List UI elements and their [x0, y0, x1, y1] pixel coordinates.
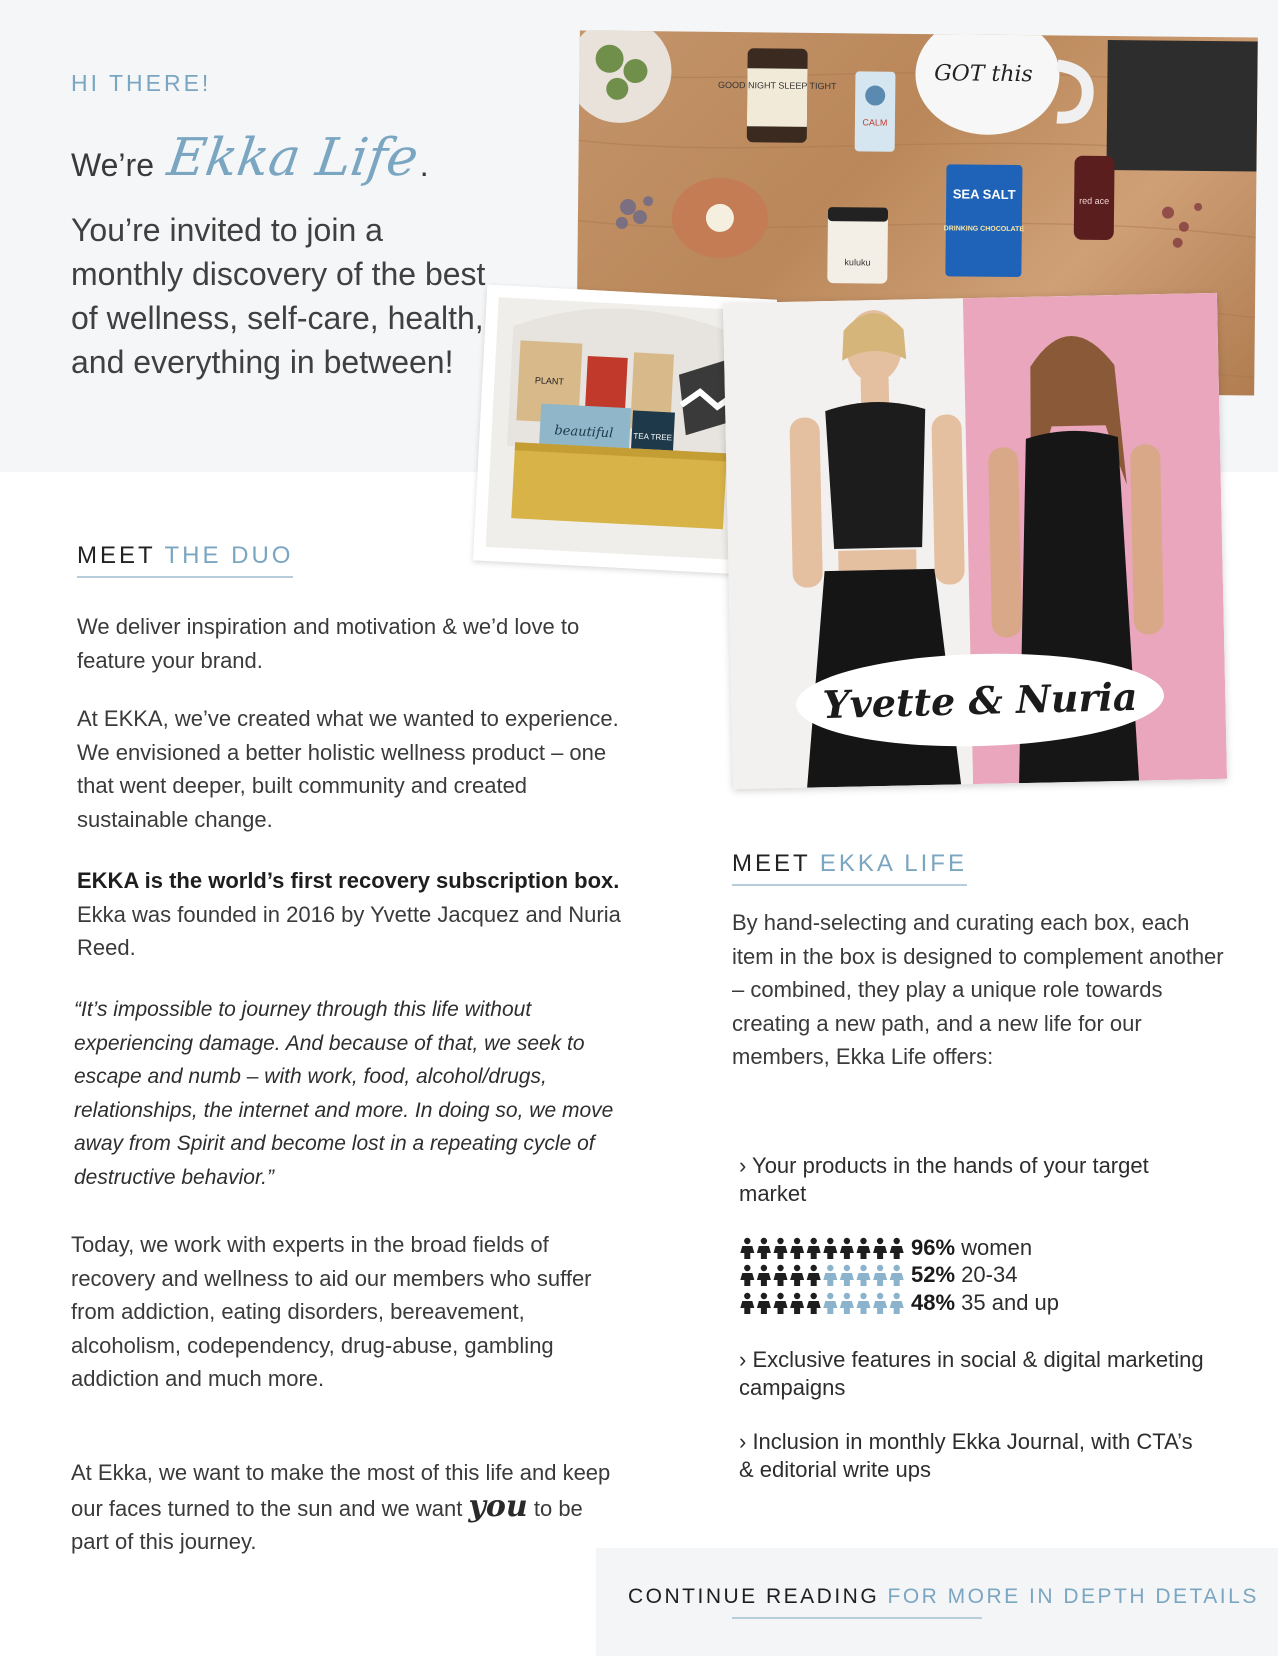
person-icon	[857, 1238, 871, 1259]
person-icon	[890, 1265, 904, 1286]
stat-percent: 52%	[911, 1262, 956, 1288]
stat-label: women	[955, 1234, 1033, 1260]
person-icon	[790, 1265, 804, 1286]
brand-line	[71, 128, 429, 188]
people-icon-row	[739, 1264, 905, 1286]
person-icon	[757, 1293, 771, 1314]
were-text: We’re	[71, 147, 154, 183]
tea-tree-label: TEA TREE	[633, 431, 673, 443]
person-icon	[840, 1238, 854, 1259]
beautiful-label: beautiful	[554, 423, 614, 442]
person-icon	[873, 1293, 887, 1314]
person-icon	[740, 1265, 754, 1286]
stat-label: 35 and up	[955, 1289, 1060, 1315]
duo-paragraph-3-rest: Ekka was founded in 2016 by Yvette Jacquez and Nuria Reed.	[77, 901, 621, 960]
stat-label: 20-34	[955, 1262, 1018, 1288]
duo-paragraph-3-bold: EKKA is the world’s first recovery subscription box.	[77, 868, 620, 893]
continue-plain: CONTINUE READING	[628, 1585, 888, 1608]
kuluku-label: kuluku	[844, 257, 871, 268]
calm-label: CALM	[862, 117, 888, 128]
ekka-intro-paragraph: By hand-selecting and curating each box, each item in the box is designed to complement another – combined, they play a unique role towards creating a new path, and a new life for our members, Ekka Life offers:	[732, 910, 1224, 1069]
brand-period: .	[419, 147, 429, 183]
brand-script-logo: Ekka Life	[163, 128, 422, 188]
duo-paragraph-5-b: to be part of this journey.	[71, 1495, 583, 1554]
duo-paragraph-5-a: At Ekka, we want to make the most of this life and keep our faces turned to the sun and we want	[71, 1460, 611, 1521]
person-icon	[790, 1238, 804, 1259]
person-icon	[857, 1293, 871, 1314]
continue-underline	[732, 1617, 982, 1619]
offer-bullet-3: › Inclusion in monthly Ekka Journal, with CTA’s & editorial write ups	[739, 1429, 1193, 1482]
offer-bullet-2: › Exclusive features in social & digital marketing campaigns	[739, 1347, 1204, 1400]
duo-paragraph-4: Today, we work with experts in the broad fields of recovery and wellness to aid our members who suffer from addiction, eating disorders, bereavement, alcoholism, codependency, drug-abuse, gambling addiction and much more.	[71, 1232, 592, 1391]
sea-salt-label: SEA SALT	[952, 186, 1016, 203]
people-icon-row	[739, 1292, 905, 1314]
meet-the-duo-heading	[77, 542, 293, 578]
person-icon	[757, 1238, 771, 1259]
person-icon	[873, 1265, 887, 1286]
stat-percent: 48%	[911, 1289, 956, 1315]
person-icon	[757, 1265, 771, 1286]
people-icon-row	[739, 1237, 905, 1259]
continue-accent: FOR MORE IN DEPTH DETAILS	[887, 1585, 1259, 1608]
person-icon	[774, 1265, 788, 1286]
duo-paragraph-1: We deliver inspiration and motivation & we’d love to feature your brand.	[77, 614, 580, 673]
person-icon	[857, 1265, 871, 1286]
continue-reading-link[interactable]	[628, 1585, 1259, 1609]
drinking-label: DRINKING CHOCOLATE	[943, 225, 1025, 234]
duo-paragraph-3	[77, 864, 637, 965]
person-icon	[740, 1293, 754, 1314]
person-icon	[890, 1293, 904, 1314]
good-night-label: GOOD NIGHT SLEEP TIGHT	[718, 79, 837, 92]
person-icon	[774, 1293, 788, 1314]
meet-ekka-life-heading	[732, 850, 967, 886]
person-icon	[807, 1238, 821, 1259]
person-icon	[873, 1238, 887, 1259]
red-ace-label: red ace	[1079, 195, 1110, 207]
heading-plain: MEET	[732, 850, 820, 877]
person-icon	[840, 1293, 854, 1314]
duo-paragraph-2: At EKKA, we’ve created what we wanted to experience. We envisioned a better holistic wellness product – one that went deeper, built community and created sustainable change.	[77, 706, 619, 832]
heading-accent: EKKA LIFE	[819, 850, 967, 877]
person-icon	[840, 1265, 854, 1286]
stat-text	[911, 1262, 1017, 1288]
plant-label: PLANT	[534, 375, 565, 387]
stat-row-women	[739, 1234, 1059, 1262]
person-icon	[740, 1238, 754, 1259]
heading-accent: THE DUO	[164, 542, 294, 569]
audience-stats	[739, 1234, 1059, 1317]
person-icon	[823, 1238, 837, 1259]
person-icon	[823, 1265, 837, 1286]
stat-text	[911, 1235, 1032, 1261]
mug-text: GOT this	[934, 61, 1033, 88]
stat-row-20-34	[739, 1262, 1059, 1290]
person-icon	[774, 1238, 788, 1259]
person-icon	[823, 1293, 837, 1314]
stat-percent: 96%	[911, 1234, 956, 1260]
invite-text: You’re invited to join a monthly discovery of the best of wellness, self-care, health, and everything in between!	[71, 212, 486, 380]
greeting: HI THERE!	[71, 70, 212, 96]
stat-text	[911, 1290, 1059, 1316]
you-script: you	[468, 1488, 528, 1524]
founders-names: Yvette & Nuria	[822, 673, 1138, 727]
offer-bullet-1: › Your products in the hands of your target market	[739, 1153, 1149, 1206]
heading-plain: MEET	[77, 542, 165, 569]
person-icon	[790, 1293, 804, 1314]
person-icon	[807, 1293, 821, 1314]
duo-paragraph-5	[71, 1456, 616, 1559]
stat-row-35-up	[739, 1289, 1059, 1317]
person-icon	[890, 1238, 904, 1259]
founders-quote: “It’s impossible to journey through this life without experiencing damage. And because of that, we seek to escape and numb – with work, food, alcohol/drugs, relationships, the internet and more. In doing so, we move away from Spirit and become lost in a repeating cycle of destructive behavior.”	[74, 998, 614, 1189]
person-icon	[807, 1265, 821, 1286]
